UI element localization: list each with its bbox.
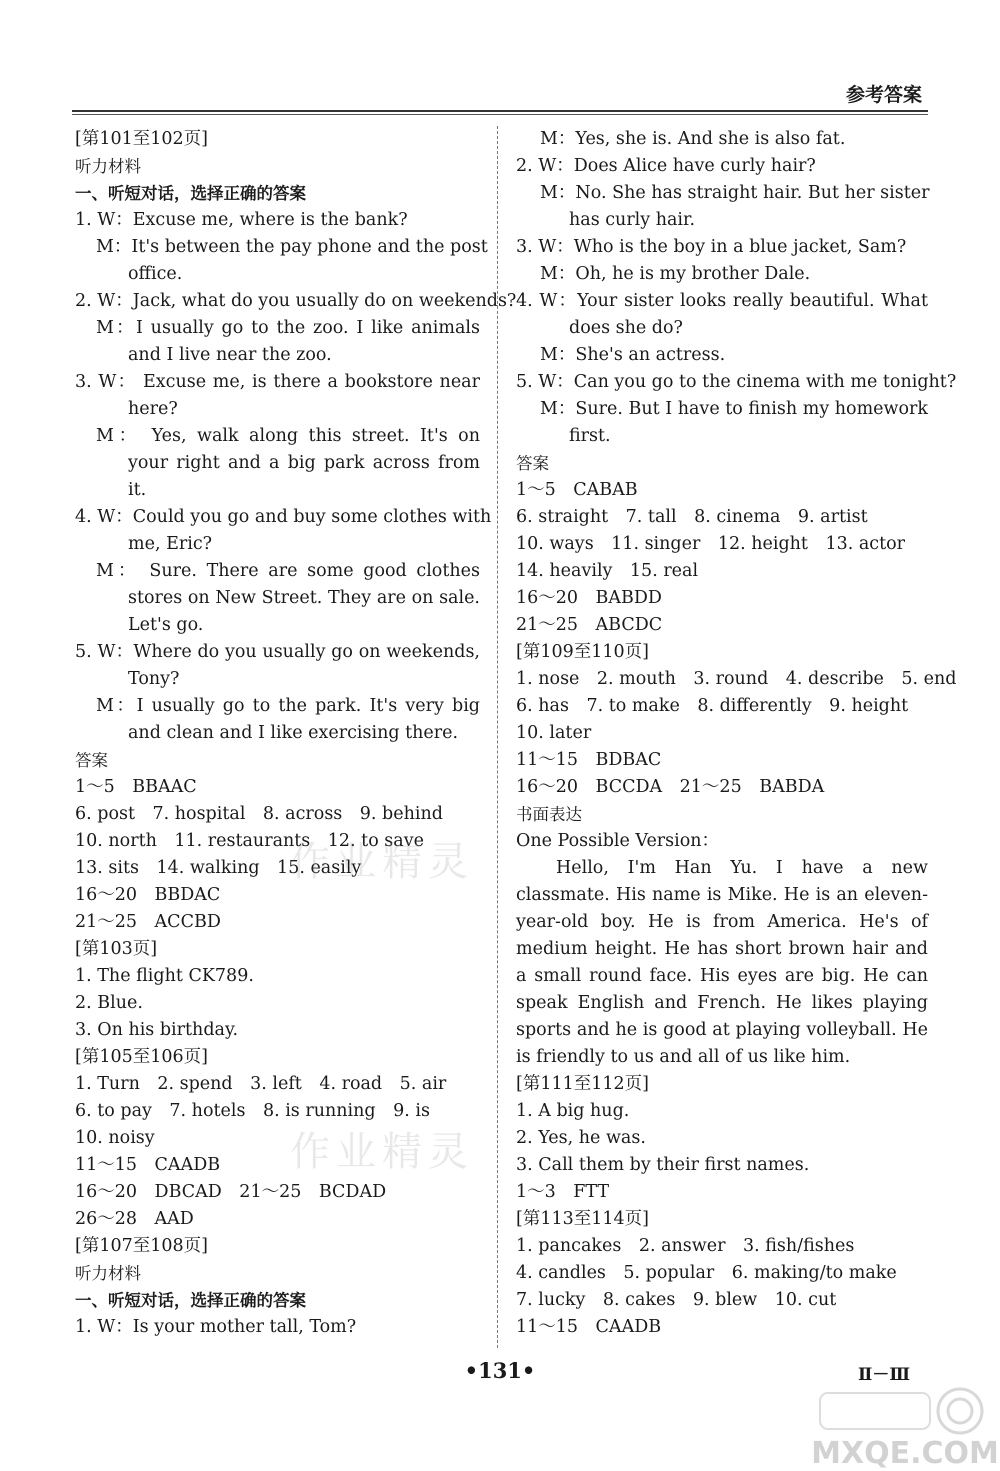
text-line: 3. On his birthday.: [75, 1020, 239, 1040]
text-line: 10. noisy: [75, 1128, 155, 1148]
text-line: 6. post 7. hospital 8. across 9. behind: [75, 804, 443, 824]
text-line: 5. W：Where do you usually go on weekends,: [75, 642, 480, 662]
text-line: 答案: [75, 751, 108, 770]
text-line: 4. W：Could you go and buy some clothes with: [75, 507, 492, 527]
section-title: 参考答案: [845, 84, 922, 106]
text-line: 21～25 ACCBD: [75, 912, 221, 932]
text-line: Hello, I'm Han Yu. I have a new: [556, 858, 928, 878]
text-line: does she do?: [569, 318, 683, 338]
text-line: is friendly to us and all of us like him.: [516, 1047, 851, 1067]
text-line: 2. Blue.: [75, 993, 143, 1013]
text-line: M：No. She has straight hair. But her sister: [540, 183, 930, 203]
text-line: 16～20 BBDAC: [75, 885, 221, 905]
text-line: has curly hair.: [569, 210, 696, 230]
text-line: 书面表达: [516, 805, 582, 824]
text-line: 1～5 BBAAC: [75, 777, 197, 797]
text-line: 11～15 BDBAC: [516, 750, 662, 770]
text-line: 1～5 CABAB: [516, 480, 638, 500]
text-line: 1～3 FTT: [516, 1182, 610, 1202]
text-line: speak English and French. He likes playing: [516, 993, 928, 1013]
text-line: 2. W：Does Alice have curly hair?: [516, 156, 816, 176]
text-line: your right and a big park across from: [128, 453, 480, 473]
header-rule-thin: [72, 114, 928, 115]
text-line: 16～20 BCCDA 21～25 BABDA: [516, 777, 825, 797]
text-line: 14. heavily 15. real: [516, 561, 699, 581]
text-line: year-old boy. He is from America. He's of: [516, 912, 928, 932]
text-line: [第101至102页]: [75, 129, 208, 149]
text-line: 1. Turn 2. spend 3. left 4. road 5. air: [75, 1074, 447, 1094]
text-line: office.: [128, 264, 183, 284]
text-line: [第109至110页]: [516, 642, 649, 662]
text-line: first.: [569, 426, 611, 446]
text-line: 1. W：Is your mother tall, Tom?: [75, 1317, 357, 1337]
text-line: 16～20 DBCAD 21～25 BCDAD: [75, 1182, 387, 1202]
text-line: Tony?: [128, 669, 180, 689]
text-line: 听力材料: [75, 1264, 141, 1283]
text-line: 6. has 7. to make 8. differently 9. height: [516, 696, 909, 716]
watermark-ghost: 作业精灵: [290, 1129, 474, 1175]
text-line: classmate. His name is Mike. He is an eleven-: [516, 885, 928, 905]
text-line: [第107至108页]: [75, 1236, 208, 1256]
header-rule: [72, 110, 928, 112]
text-line: 5. W：Can you go to the cinema with me tonight?: [516, 372, 957, 392]
text-line: [第105至106页]: [75, 1047, 208, 1067]
text-line: medium height. He has short brown hair and: [516, 939, 928, 959]
text-line: 6. straight 7. tall 8. cinema 9. artist: [516, 507, 868, 527]
text-line: M：I usually go to the park. It's very big: [96, 696, 480, 716]
text-line: me, Eric?: [128, 534, 212, 554]
text-line: 2. Yes, he was.: [516, 1128, 646, 1148]
book-code: Ⅱ－Ⅲ: [858, 1365, 911, 1385]
text-line: here?: [128, 399, 178, 419]
text-line: 1. W：Excuse me, where is the bank?: [75, 210, 408, 230]
text-line: 1. A big hug.: [516, 1101, 630, 1121]
text-line: 3. Call them by their first names.: [516, 1155, 810, 1175]
watermark-logo: [810, 1385, 1000, 1471]
text-line: M：She's an actress.: [540, 345, 726, 365]
watermark-ghost: 作业精灵: [290, 839, 474, 885]
text-line: 1. The flight CK789.: [75, 966, 254, 986]
text-line: it.: [128, 480, 147, 500]
text-line: 2. W：Jack, what do you usually do on weekends?: [75, 291, 517, 311]
text-line: M：Yes, she is. And she is also fat.: [540, 129, 846, 149]
text-line: 6. to pay 7. hotels 8. is running 9. is: [75, 1101, 430, 1121]
text-line: 4. W：Your sister looks really beautiful. What: [516, 291, 928, 311]
text-line: 11～15 CAADB: [516, 1317, 662, 1337]
text-line: 1. nose 2. mouth 3. round 4. describe 5. end: [516, 669, 957, 689]
text-line: M：I usually go to the zoo. I like animals: [96, 318, 480, 338]
text-line: 10. ways 11. singer 12. height 13. actor: [516, 534, 906, 554]
text-line: M：It's between the pay phone and the post: [96, 237, 488, 257]
text-line: M：Sure. But I have to finish my homework: [540, 399, 929, 419]
text-line: M：Oh, he is my brother Dale.: [540, 264, 811, 284]
text-line: 答案: [516, 454, 549, 473]
text-line: 13. sits 14. walking 15. easily: [75, 858, 362, 878]
text-line: 一、听短对话，选择正确的答案: [75, 1291, 306, 1310]
column-divider: [497, 126, 498, 1348]
text-line: M： Sure. There are some good clothes: [96, 561, 480, 581]
text-line: 3. W： Excuse me, is there a bookstore near: [75, 372, 480, 392]
text-line: sports and he is good at playing volleyball. He: [516, 1020, 928, 1040]
watermark-text: MXQE.COM: [811, 1436, 999, 1471]
right-column: [516, 126, 957, 1341]
text-line: 4. candles 5. popular 6. making/to make: [516, 1263, 897, 1283]
text-line: a small round face. His eyes are big. He can: [516, 966, 928, 986]
text-line: 11～15 CAADB: [75, 1155, 221, 1175]
text-line: and I live near the zoo.: [128, 345, 332, 365]
text-line: M： Yes, walk along this street. It's on: [96, 426, 480, 446]
text-line: 10. later: [516, 723, 592, 743]
text-line: One Possible Version：: [516, 831, 720, 851]
text-line: 1. pancakes 2. answer 3. fish/fishes: [516, 1236, 855, 1256]
text-line: [第103页]: [75, 939, 158, 959]
text-line: and clean and I like exercising there.: [128, 723, 459, 743]
text-line: 26～28 AAD: [75, 1209, 194, 1229]
text-line: 一、听短对话，选择正确的答案: [75, 184, 306, 203]
text-line: [第111至112页]: [516, 1074, 649, 1094]
page-number: •131•: [464, 1358, 536, 1383]
text-line: Let's go.: [128, 615, 204, 635]
text-line: 听力材料: [75, 157, 141, 176]
text-line: stores on New Street. They are on sale.: [128, 588, 480, 608]
text-line: 3. W：Who is the boy in a blue jacket, Sam?: [516, 237, 907, 257]
text-line: 10. north 11. restaurants 12. to save: [75, 831, 424, 851]
text-line: 16～20 BABDD: [516, 588, 662, 608]
text-line: 7. lucky 8. cakes 9. blew 10. cut: [516, 1290, 837, 1310]
text-line: [第113至114页]: [516, 1209, 649, 1229]
text-line: 21～25 ABCDC: [516, 615, 663, 635]
